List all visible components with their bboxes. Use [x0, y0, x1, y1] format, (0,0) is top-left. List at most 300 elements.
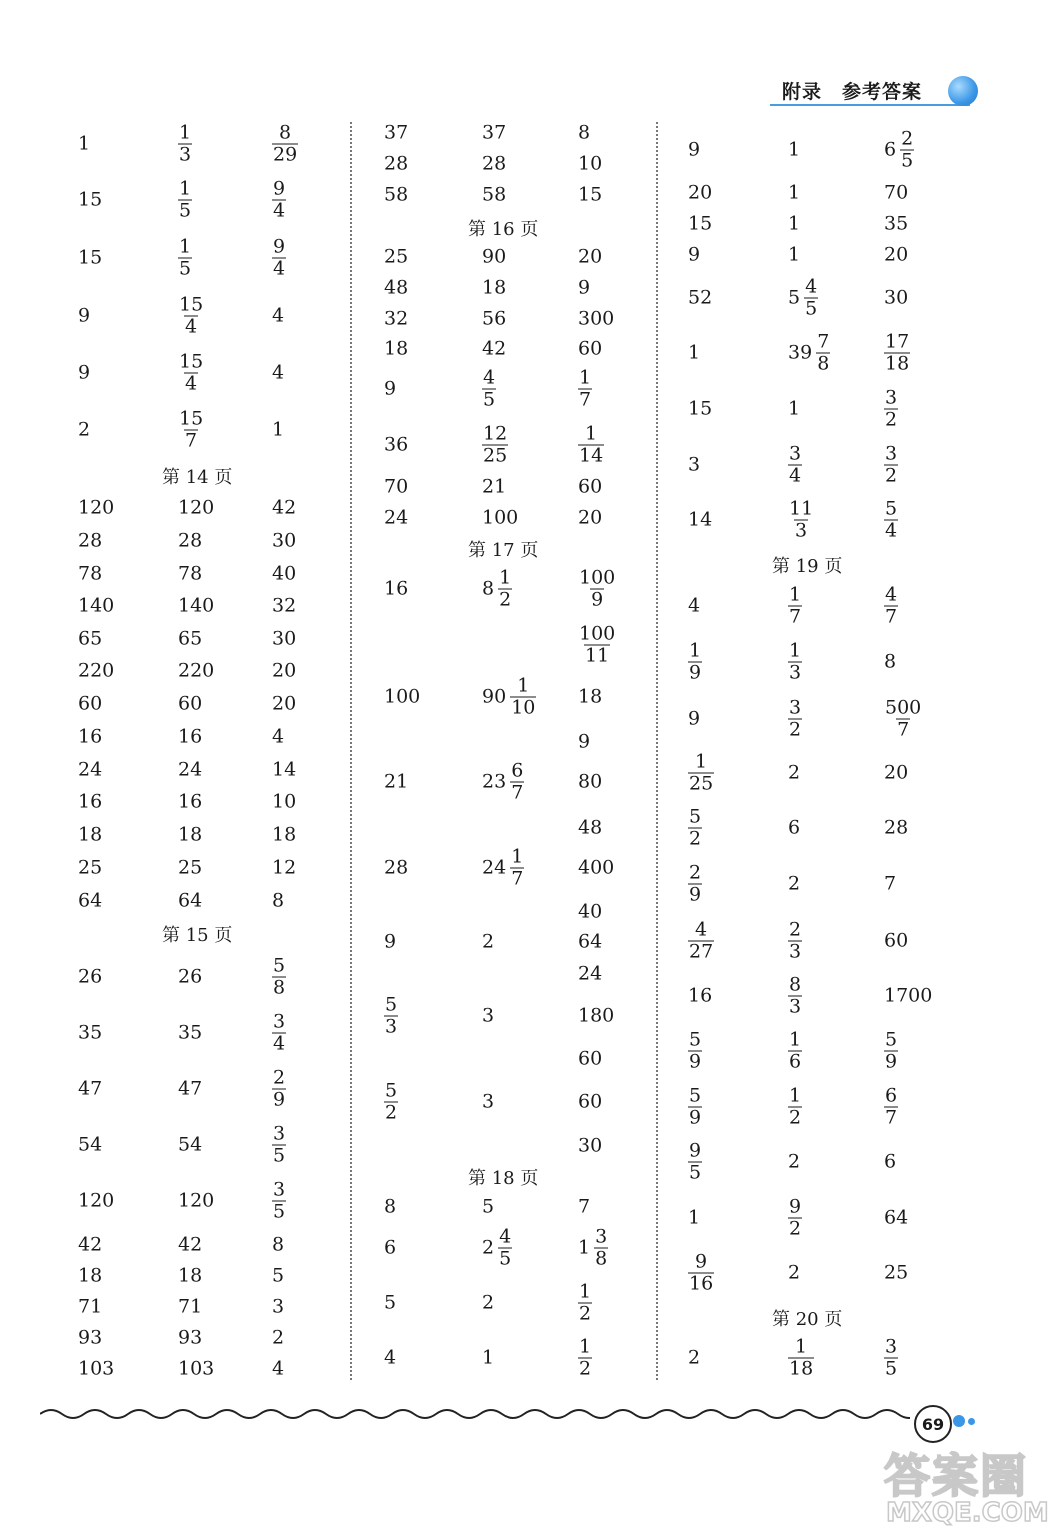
fraction-denominator: 5	[273, 1144, 286, 1167]
answer-cell	[688, 1084, 702, 1129]
fraction-numerator: 1	[179, 235, 192, 258]
answer-cell: 1700	[884, 984, 933, 1007]
answer-cell	[482, 759, 524, 804]
answer-cell: 9	[688, 707, 701, 730]
answer-cell: 40	[272, 562, 297, 585]
answer-cell: 16	[178, 790, 203, 813]
fraction	[788, 1195, 802, 1240]
fraction	[788, 918, 802, 963]
answer-cell: 1	[272, 418, 285, 441]
fraction-denominator: 18	[885, 352, 910, 375]
answer-cell	[384, 1079, 398, 1124]
answer-cell: 120	[78, 1189, 115, 1212]
answer-cell: 9	[578, 730, 591, 753]
fraction-denominator: 2	[789, 1106, 802, 1129]
answer-cell: 1	[788, 397, 801, 420]
answer-cell	[482, 1225, 512, 1270]
fraction	[178, 293, 204, 338]
answer-cell	[884, 1335, 898, 1380]
fraction-numerator: 2	[789, 918, 802, 941]
fraction-numerator: 4	[483, 366, 496, 389]
fraction-numerator: 1	[517, 674, 530, 697]
fraction-numerator: 9	[273, 177, 286, 200]
page-section-heading: 第 19 页	[772, 556, 843, 577]
answer-cell: 58	[482, 183, 507, 206]
fraction	[178, 350, 204, 395]
answer-cell	[688, 750, 714, 795]
fraction	[788, 639, 802, 684]
answer-cell: 7	[578, 1195, 591, 1218]
fraction-denominator: 4	[273, 1032, 286, 1055]
answer-cell: 220	[178, 659, 215, 682]
fraction-denominator: 5	[885, 1357, 898, 1380]
fraction-denominator: 5	[273, 1200, 286, 1223]
answer-cell	[688, 1250, 714, 1295]
fraction-numerator: 15	[179, 407, 204, 430]
fraction	[578, 622, 616, 667]
answer-cell: 1	[482, 1346, 495, 1369]
answer-cell: 140	[78, 594, 115, 617]
answer-cell	[482, 566, 512, 611]
answer-cell: 4	[272, 361, 285, 384]
answer-cell	[688, 1139, 702, 1184]
fraction-numerator: 9	[789, 1195, 802, 1218]
answer-cell: 120	[178, 1189, 215, 1212]
answer-cell: 4	[688, 594, 701, 617]
fraction	[482, 366, 496, 411]
fraction-denominator: 4	[185, 315, 198, 338]
answer-cell: 18	[384, 337, 409, 360]
answer-cell: 65	[178, 627, 203, 650]
answer-cell: 5	[384, 1291, 397, 1314]
fraction-denominator: 27	[689, 940, 714, 963]
answer-cell: 65	[78, 627, 103, 650]
fraction	[384, 993, 398, 1038]
fraction-numerator: 1	[795, 1335, 808, 1358]
fraction-numerator: 17	[885, 330, 910, 353]
page-section-heading: 第 16 页	[468, 219, 539, 240]
answer-cell	[578, 622, 616, 667]
fraction-numerator: 3	[273, 1178, 286, 1201]
fraction-numerator: 500	[885, 696, 922, 719]
answer-cell: 28	[78, 529, 103, 552]
answer-cell: 36	[384, 433, 409, 456]
fraction-denominator: 4	[885, 519, 898, 542]
fraction	[884, 1335, 898, 1380]
fraction-numerator: 2	[901, 127, 914, 150]
fraction	[884, 497, 898, 542]
fraction	[272, 954, 286, 999]
fraction-denominator: 29	[273, 143, 298, 166]
answer-cell: 16	[178, 725, 203, 748]
answer-cell: 64	[78, 889, 103, 912]
fraction-numerator: 1	[511, 845, 524, 868]
answer-cell: 4	[272, 725, 285, 748]
fraction-numerator: 1	[789, 639, 802, 662]
answer-cell: 78	[78, 562, 103, 585]
answer-cell	[884, 386, 898, 431]
answer-cell: 24	[384, 506, 409, 529]
answer-cell: 8	[272, 889, 285, 912]
answer-cell: 71	[178, 1295, 203, 1318]
fraction-denominator: 3	[795, 519, 808, 542]
fraction	[688, 1139, 702, 1184]
fraction	[884, 696, 922, 741]
fraction-denominator: 4	[273, 199, 286, 222]
answer-cell	[272, 235, 286, 280]
answer-cell	[178, 350, 204, 395]
fraction	[578, 1335, 592, 1380]
fraction-denominator: 7	[897, 718, 910, 741]
answer-cell: 56	[482, 307, 507, 330]
fraction-denominator: 25	[689, 772, 714, 795]
answer-cell: 25	[78, 856, 103, 879]
fraction-numerator: 5	[885, 1028, 898, 1051]
answer-cell	[788, 639, 802, 684]
answer-cell: 60	[578, 475, 603, 498]
answer-cell	[178, 235, 192, 280]
answer-cell: 220	[78, 659, 115, 682]
answer-cell: 1	[688, 341, 701, 364]
header-ball-icon	[948, 76, 978, 106]
fraction	[594, 1225, 608, 1270]
answer-cell: 2	[788, 872, 801, 895]
fraction-denominator: 7	[511, 867, 524, 890]
fraction-denominator: 9	[689, 661, 702, 684]
answer-cell: 2	[788, 1150, 801, 1173]
fraction-numerator: 7	[817, 330, 830, 353]
answer-cell: 93	[78, 1326, 103, 1349]
fraction-numerator: 5	[885, 497, 898, 520]
answer-cell: 25	[178, 856, 203, 879]
fraction-numerator: 9	[695, 1250, 708, 1273]
fraction-denominator: 8	[273, 976, 286, 999]
fraction	[510, 674, 536, 719]
answer-cell: 28	[178, 529, 203, 552]
answer-cell	[788, 1195, 802, 1240]
fraction-numerator: 1	[179, 121, 192, 144]
answer-cell: 20	[688, 181, 713, 204]
answer-cell	[384, 993, 398, 1038]
fraction-numerator: 4	[805, 275, 818, 298]
fraction-denominator: 5	[179, 199, 192, 222]
answer-cell: 2	[788, 761, 801, 784]
fraction-numerator: 3	[595, 1225, 608, 1248]
fraction-numerator: 5	[689, 1084, 702, 1107]
fraction-denominator: 9	[689, 1050, 702, 1073]
fraction-numerator: 6	[511, 759, 524, 782]
answer-cell: 52	[688, 286, 713, 309]
answer-cell: 20	[272, 659, 297, 682]
fraction	[788, 973, 802, 1018]
answer-cell	[482, 366, 496, 411]
answer-cell	[272, 1122, 286, 1167]
answer-cell	[178, 177, 192, 222]
fraction	[788, 1335, 814, 1380]
fraction	[384, 1079, 398, 1124]
page-header	[760, 74, 985, 108]
answer-cell: 47	[78, 1077, 103, 1100]
fraction-numerator: 100	[579, 566, 616, 589]
answer-cell: 4	[272, 1357, 285, 1380]
fraction	[178, 177, 192, 222]
answer-cell: 16	[78, 725, 103, 748]
answer-cell: 37	[384, 121, 409, 144]
fraction-numerator: 9	[273, 235, 286, 258]
answer-cell: 70	[884, 181, 909, 204]
answer-cell: 1	[788, 181, 801, 204]
fraction	[272, 1122, 286, 1167]
fraction-denominator: 18	[789, 1357, 814, 1380]
answer-cell: 48	[384, 276, 409, 299]
answer-cell: 18	[578, 685, 603, 708]
page-section-heading: 第 14 页	[162, 467, 233, 488]
fraction-denominator: 5	[483, 388, 496, 411]
mixed-number-whole: 1	[578, 1236, 591, 1259]
mixed-number-whole: 24	[482, 856, 507, 879]
answer-cell: 54	[178, 1133, 203, 1156]
answer-cell	[788, 583, 802, 628]
page-section-heading: 第 18 页	[468, 1168, 539, 1189]
answer-cell: 9	[688, 138, 701, 161]
answer-cell: 3	[482, 1004, 495, 1027]
fraction-denominator: 25	[483, 444, 508, 467]
answer-cell: 20	[884, 761, 909, 784]
answer-cell	[788, 1028, 802, 1073]
answer-cell: 4	[272, 304, 285, 327]
fraction-denominator: 10	[511, 696, 536, 719]
answer-cell: 9	[384, 930, 397, 953]
answer-cell: 30	[272, 627, 297, 650]
answer-cell: 5	[272, 1264, 285, 1287]
answer-cell: 71	[78, 1295, 103, 1318]
fraction-denominator: 7	[511, 781, 524, 804]
fraction	[884, 442, 898, 487]
answer-cell: 6	[788, 816, 801, 839]
fraction-numerator: 1	[789, 1084, 802, 1107]
answer-cell: 78	[178, 562, 203, 585]
fraction	[804, 275, 818, 320]
fraction-numerator: 5	[689, 1028, 702, 1051]
fraction-denominator: 4	[185, 372, 198, 395]
mixed-number-whole: 2	[482, 1236, 495, 1259]
answer-cell: 20	[578, 506, 603, 529]
fraction-numerator: 3	[885, 1335, 898, 1358]
answer-cell: 25	[384, 245, 409, 268]
answer-cell: 100	[384, 685, 421, 708]
answer-cell: 10	[578, 152, 603, 175]
fraction	[884, 330, 910, 375]
mixed-number-whole: 39	[788, 341, 813, 364]
answer-cell	[272, 121, 298, 166]
answer-cell: 25	[884, 1261, 909, 1284]
answer-cell: 3	[688, 453, 701, 476]
fraction	[272, 1066, 286, 1111]
answer-cell: 120	[178, 496, 215, 519]
fraction-denominator: 9	[689, 883, 702, 906]
fraction-numerator: 4	[499, 1225, 512, 1248]
mixed-number-whole: 90	[482, 685, 507, 708]
answer-cell: 2	[482, 1291, 495, 1314]
fraction-numerator: 1	[789, 583, 802, 606]
fraction	[578, 422, 604, 467]
fraction-denominator: 5	[901, 149, 914, 172]
wave-divider	[40, 1400, 910, 1430]
answer-cell: 15	[578, 183, 603, 206]
answer-cell: 42	[78, 1233, 103, 1256]
fraction-denominator: 11	[585, 644, 610, 667]
fraction-denominator: 14	[579, 444, 604, 467]
fraction-numerator: 12	[483, 422, 508, 445]
answer-cell: 18	[482, 276, 507, 299]
answer-cell: 21	[384, 770, 409, 793]
answer-cell	[884, 330, 910, 375]
answer-cell: 18	[178, 823, 203, 846]
fraction-numerator: 3	[273, 1010, 286, 1033]
fraction-denominator: 16	[689, 1272, 714, 1295]
fraction	[688, 750, 714, 795]
answer-cell	[788, 1084, 802, 1129]
answer-cell: 2	[78, 418, 91, 441]
fraction	[688, 805, 702, 850]
fraction-denominator: 4	[789, 464, 802, 487]
answer-cell: 64	[178, 889, 203, 912]
answer-cell: 35	[884, 212, 909, 235]
answer-cell: 20	[578, 245, 603, 268]
fraction-numerator: 5	[385, 1079, 398, 1102]
fraction-denominator: 7	[789, 605, 802, 628]
fraction	[578, 366, 592, 411]
fraction	[788, 497, 814, 542]
fraction-numerator: 1	[695, 750, 708, 773]
answer-cell	[482, 674, 536, 719]
answer-cell	[272, 954, 286, 999]
answer-cell: 14	[688, 508, 713, 531]
answer-cell	[884, 696, 922, 741]
fraction	[884, 1084, 898, 1129]
fraction	[884, 583, 898, 628]
header-underline	[770, 104, 970, 106]
answer-cell: 28	[884, 816, 909, 839]
fraction-numerator: 100	[579, 622, 616, 645]
fraction-denominator: 4	[273, 257, 286, 280]
answer-cell: 42	[482, 337, 507, 360]
answer-cell	[178, 293, 204, 338]
answer-cell	[788, 918, 802, 963]
answer-cell	[788, 1335, 814, 1380]
fraction-denominator: 9	[591, 588, 604, 611]
fraction	[272, 177, 286, 222]
fraction	[688, 861, 702, 906]
answer-cell	[688, 918, 714, 963]
answer-cell: 2	[788, 1261, 801, 1284]
answer-cell: 5	[482, 1195, 495, 1218]
fraction-denominator: 3	[179, 143, 192, 166]
fraction-denominator: 7	[579, 388, 592, 411]
fraction	[178, 407, 204, 452]
answer-cell: 2	[482, 930, 495, 953]
fraction-numerator: 8	[789, 973, 802, 996]
answer-cell: 1	[78, 132, 91, 155]
answer-cell: 1	[688, 1206, 701, 1229]
answer-cell: 8	[272, 1233, 285, 1256]
answer-cell: 64	[884, 1206, 909, 1229]
fraction-numerator: 2	[273, 1066, 286, 1089]
fraction-numerator: 2	[689, 861, 702, 884]
answer-cell: 80	[578, 770, 603, 793]
answer-cell	[578, 1280, 592, 1325]
fraction-numerator: 1	[585, 422, 598, 445]
answer-cell: 16	[78, 790, 103, 813]
fraction	[788, 1084, 802, 1129]
answer-cell: 15	[78, 188, 103, 211]
fraction-numerator: 3	[885, 442, 898, 465]
fraction-denominator: 2	[789, 1217, 802, 1240]
fraction-numerator: 3	[789, 442, 802, 465]
answer-cell: 28	[384, 152, 409, 175]
fraction-denominator: 9	[885, 1050, 898, 1073]
answer-cell: 26	[78, 965, 103, 988]
fraction-numerator: 4	[885, 583, 898, 606]
fraction	[578, 1280, 592, 1325]
answer-cell: 1	[788, 138, 801, 161]
answer-cell	[788, 973, 802, 1018]
fraction-numerator: 15	[179, 350, 204, 373]
answer-cell	[884, 1028, 898, 1073]
mixed-number-whole: 23	[482, 770, 507, 793]
answer-cell: 8	[578, 121, 591, 144]
answer-cell: 60	[178, 692, 203, 715]
fraction-denominator: 2	[579, 1302, 592, 1325]
fraction	[688, 1084, 702, 1129]
answer-cell: 21	[482, 475, 507, 498]
fraction-denominator: 7	[885, 605, 898, 628]
mixed-number-whole: 8	[482, 577, 495, 600]
column-separator	[350, 122, 352, 1380]
answer-cell	[788, 696, 802, 741]
answer-cell: 15	[688, 212, 713, 235]
answer-cell: 100	[482, 506, 519, 529]
answer-cell	[884, 127, 914, 172]
answer-cell	[788, 442, 802, 487]
fraction-numerator: 1	[179, 177, 192, 200]
answer-cell: 120	[78, 496, 115, 519]
fraction-denominator: 2	[789, 718, 802, 741]
answer-cell	[688, 805, 702, 850]
fraction-denominator: 5	[499, 1247, 512, 1270]
answer-cell: 30	[884, 286, 909, 309]
answer-cell: 1	[788, 243, 801, 266]
page-section-heading: 第 17 页	[468, 540, 539, 561]
answer-cell: 24	[78, 758, 103, 781]
answer-cell: 30	[272, 529, 297, 552]
fraction-denominator: 8	[817, 352, 830, 375]
answer-cell	[688, 1028, 702, 1073]
fraction	[788, 583, 802, 628]
page-section-heading: 第 20 页	[772, 1309, 843, 1330]
fraction	[178, 121, 192, 166]
answer-cell: 60	[578, 337, 603, 360]
answer-cell	[884, 583, 898, 628]
fraction-denominator: 9	[273, 1088, 286, 1111]
answer-cell: 9	[78, 361, 91, 384]
answer-cell: 40	[578, 900, 603, 923]
fraction-denominator: 5	[179, 257, 192, 280]
answer-cell: 24	[578, 962, 603, 985]
answer-cell	[272, 1066, 286, 1111]
fraction	[884, 386, 898, 431]
answer-cell	[884, 497, 898, 542]
